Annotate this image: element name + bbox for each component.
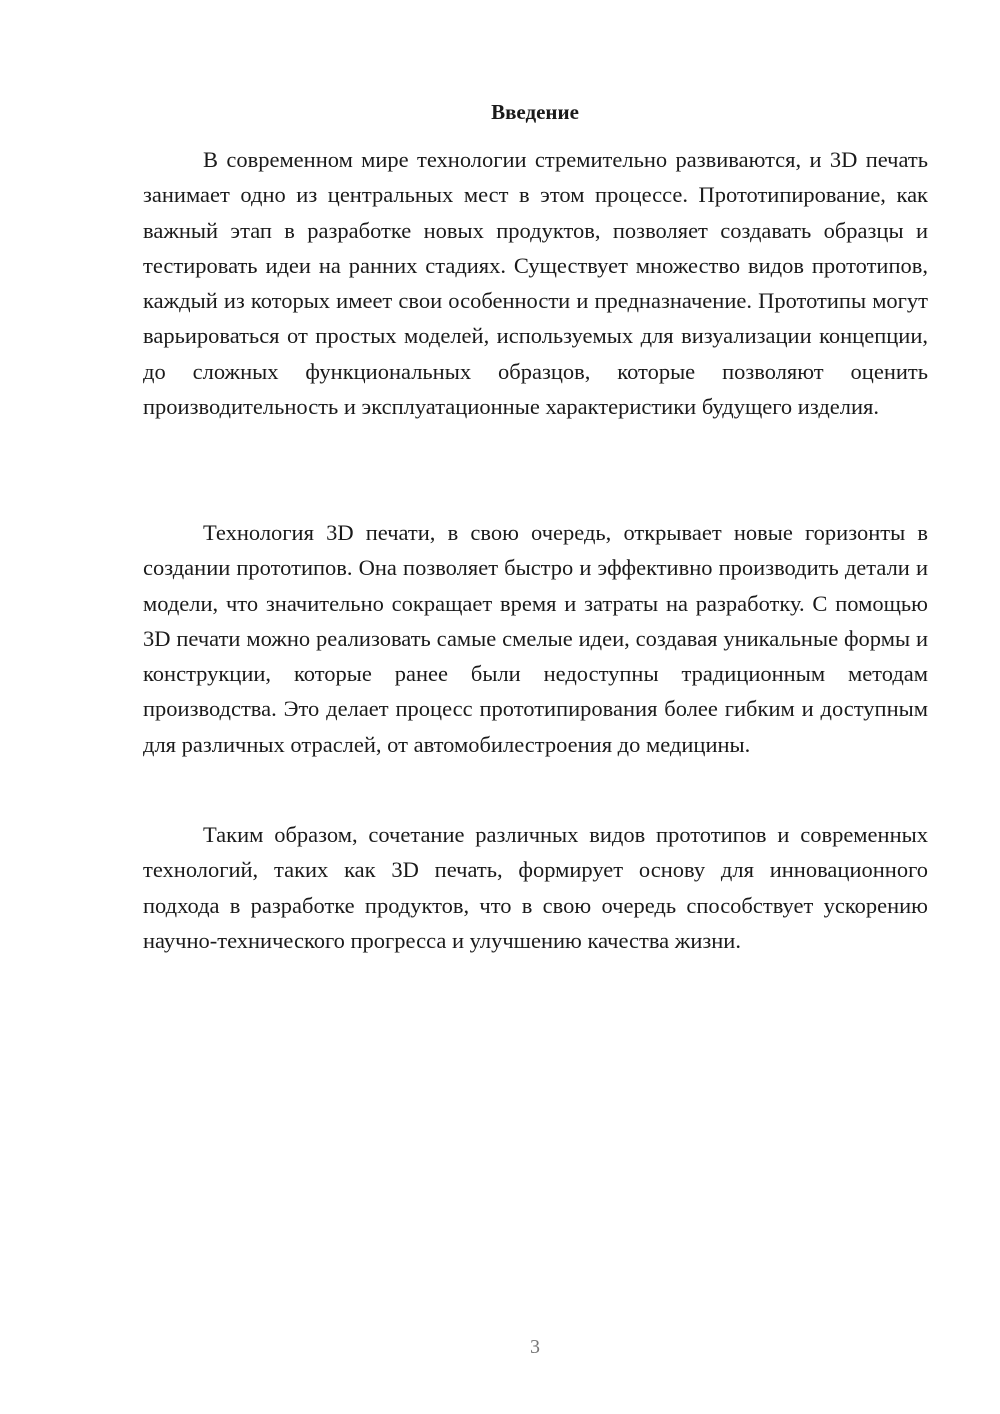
paragraph-intro: В современном мире технологии стремительно развиваются, и 3D печать занимает одно из центральных мест в этом процессе. Прототипирование, как важный этап в разработке новых продуктов, позволяет создавать образцы и тестировать идеи на ранних стадиях. Существует множество видов прототипов, каждый из которых имеет свои особенности и предназначение. Прототипы могут варьироваться от простых моделей, используемых для визуализации концепции, до сложных функциональных образцов, которые позволяют оценить производительность и эксплуатационные характеристики будущего изделия. (143, 147, 928, 420)
page-number: 3 (530, 1336, 540, 1358)
paragraph-conclusion: Таким образом, сочетание различных видов прототипов и современных технологий, таких как 3D печать, формирует основу для инновационного подхода в разработке продуктов, что в свою очередь способствует ускорению научно-технического прогресса и улучшению качества жизни. (143, 822, 928, 953)
paragraph-technology: Технология 3D печати, в свою очередь, открывает новые горизонты в создании прототипов. Она позволяет быстро и эффективно производить детали и модели, что значительно сокращает время и затраты на разработку. С помощью 3D печати можно реализовать самые смелые идеи, создавая уникальные формы и конструкции, которые ранее были недоступны традиционным методам производства. Это делает процесс прототипирования более гибким и доступным для различных отраслей, от автомобилестроения до медицины. (143, 520, 928, 757)
section-heading: Введение (491, 100, 579, 124)
